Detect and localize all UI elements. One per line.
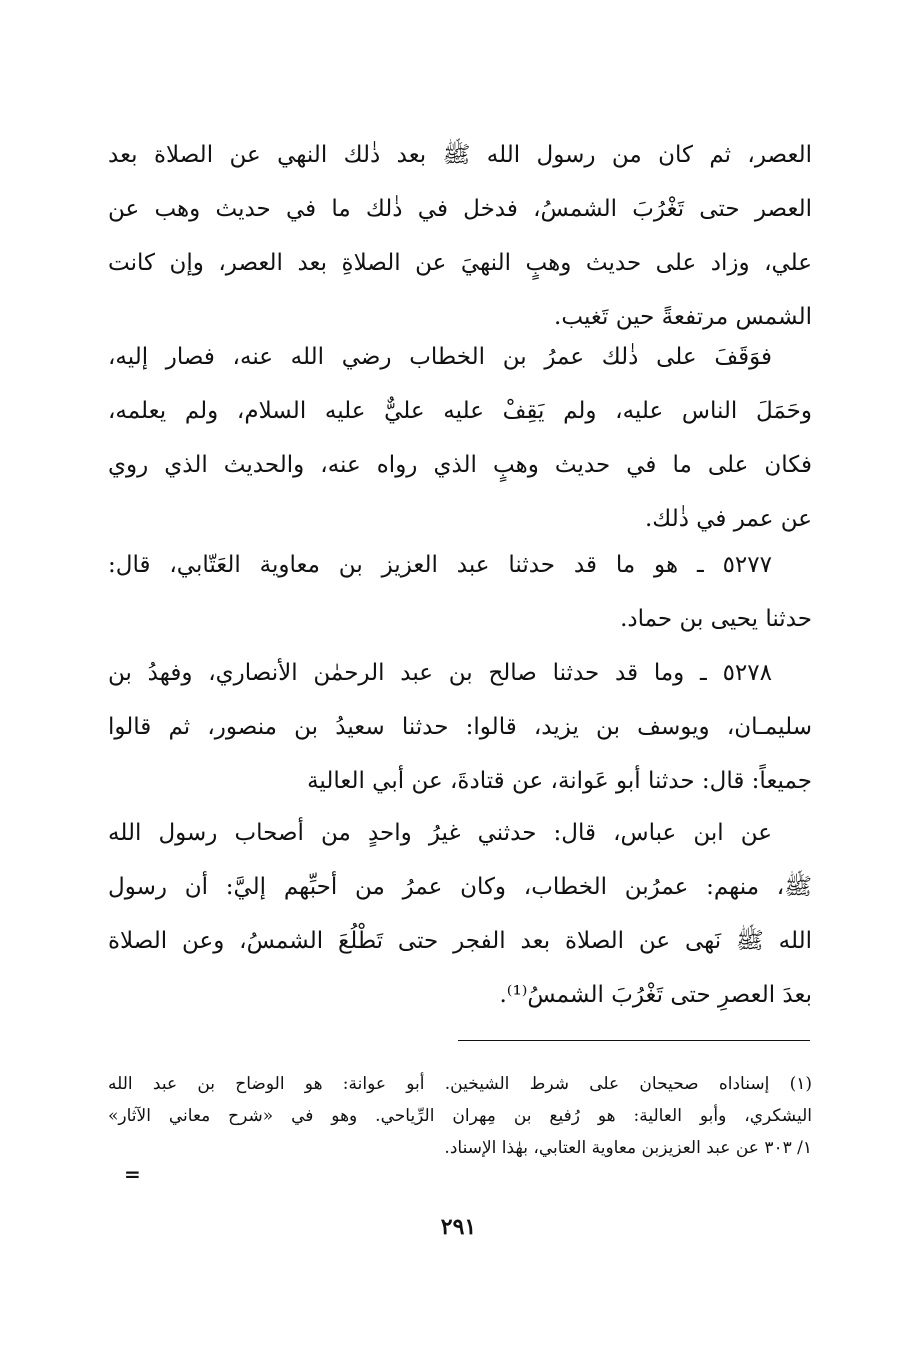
hadith-5278-line-3: جميعاً: قال: حدثنا أبو عَوانة، عن قتادةَ، عن أبي العالية — [307, 768, 812, 794]
hadith-5278-line-2: سليمـان، ويوسف بن يزيد، قالوا: حدثنا سعيدُ بن منصور، ثم قالوا — [108, 714, 812, 740]
hadith-text-line-4: بعدَ العصرِ حتى تَغْرُبَ الشمسُ⁽¹⁾. — [499, 982, 812, 1008]
paragraph-1 — [108, 128, 812, 344]
paragraph-2-line-2: وحَمَلَ الناس عليه، ولم يَقِفْ عليه عليٌّ عليه السلام، ولم يعلمه، — [108, 398, 812, 424]
footnote-line-1: (١) إسناداه صحيحان على شرط الشيخين. أبو عوانة: هو الوضاح بن عبد الله — [108, 1074, 812, 1094]
paragraph-1-line-4: الشمس مرتفعةً حين تَغيب. — [554, 304, 812, 330]
page-number: ٢٩١ — [440, 1214, 477, 1240]
hadith-text-line-3: الله ﷺ نَهى عن الصلاة بعد الفجر حتى تَطْلُعَ الشمسُ، وعن الصلاة — [108, 928, 812, 954]
footnotes — [108, 1068, 812, 1164]
hadith-5277 — [108, 538, 812, 646]
paragraph-2-line-1: فوَقَفَ على ذٰلك عمرُ بن الخطاب رضي الله عنه، فصار إليه، — [108, 344, 772, 370]
hadith-text-line-2: ﷺ، منهم: عمرُبن الخطاب، وكان عمرُ من أحبِّهم إليَّ: أن رسول — [108, 874, 812, 900]
hadith-text — [108, 806, 812, 1022]
paragraph-1-line-3: علي، وزاد على حديث وهبٍ النهيَ عن الصلاةِ بعد العصر، وإن كانت — [108, 250, 812, 276]
footnote-continuation-mark: = — [124, 1162, 141, 1186]
hadith-text-line-1: عن ابن عباس، قال: حدثني غيرُ واحدٍ من أصحاب رسول الله — [108, 820, 772, 846]
paragraph-1-line-1: العصر، ثم كان من رسول الله ﷺ بعد ذٰلك النهي عن الصلاة بعد — [108, 142, 812, 168]
paragraph-1-line-2: العصر حتى تَغْرُبَ الشمسُ، فدخل في ذٰلك ما في حديث وهب عن — [108, 196, 812, 222]
hadith-5278-line-1: ٥٢٧٨ ـ وما قد حدثنا صالح بن عبد الرحمٰن الأنصاري، وفهدُ بن — [108, 660, 772, 686]
footnote-line-3: ١/ ٣٠٣ عن عبد العزيزبن معاوية العتابي، بهٰذا الإسناد. — [444, 1138, 812, 1158]
hadith-5277-line-1: ٥٢٧٧ ـ هو ما قد حدثنا عبد العزيز بن معاوية العَتّابي، قال: — [108, 552, 772, 578]
footnote-divider — [458, 1040, 810, 1041]
hadith-5277-line-2: حدثنا يحيى بن حماد. — [620, 606, 812, 632]
paragraph-2 — [108, 330, 812, 546]
paragraph-2-line-3: فكان على ما في حديث وهبٍ الذي رواه عنه، والحديث الذي روي — [108, 452, 812, 478]
hadith-5278 — [108, 646, 812, 808]
footnote-line-2: اليشكري، وأبو العالية: هو رُفيع بن مِهران الرِّياحي. وهو في «شرح معاني الآثار» — [108, 1106, 812, 1126]
paragraph-2-line-4: عن عمر في ذٰلك. — [645, 506, 812, 532]
